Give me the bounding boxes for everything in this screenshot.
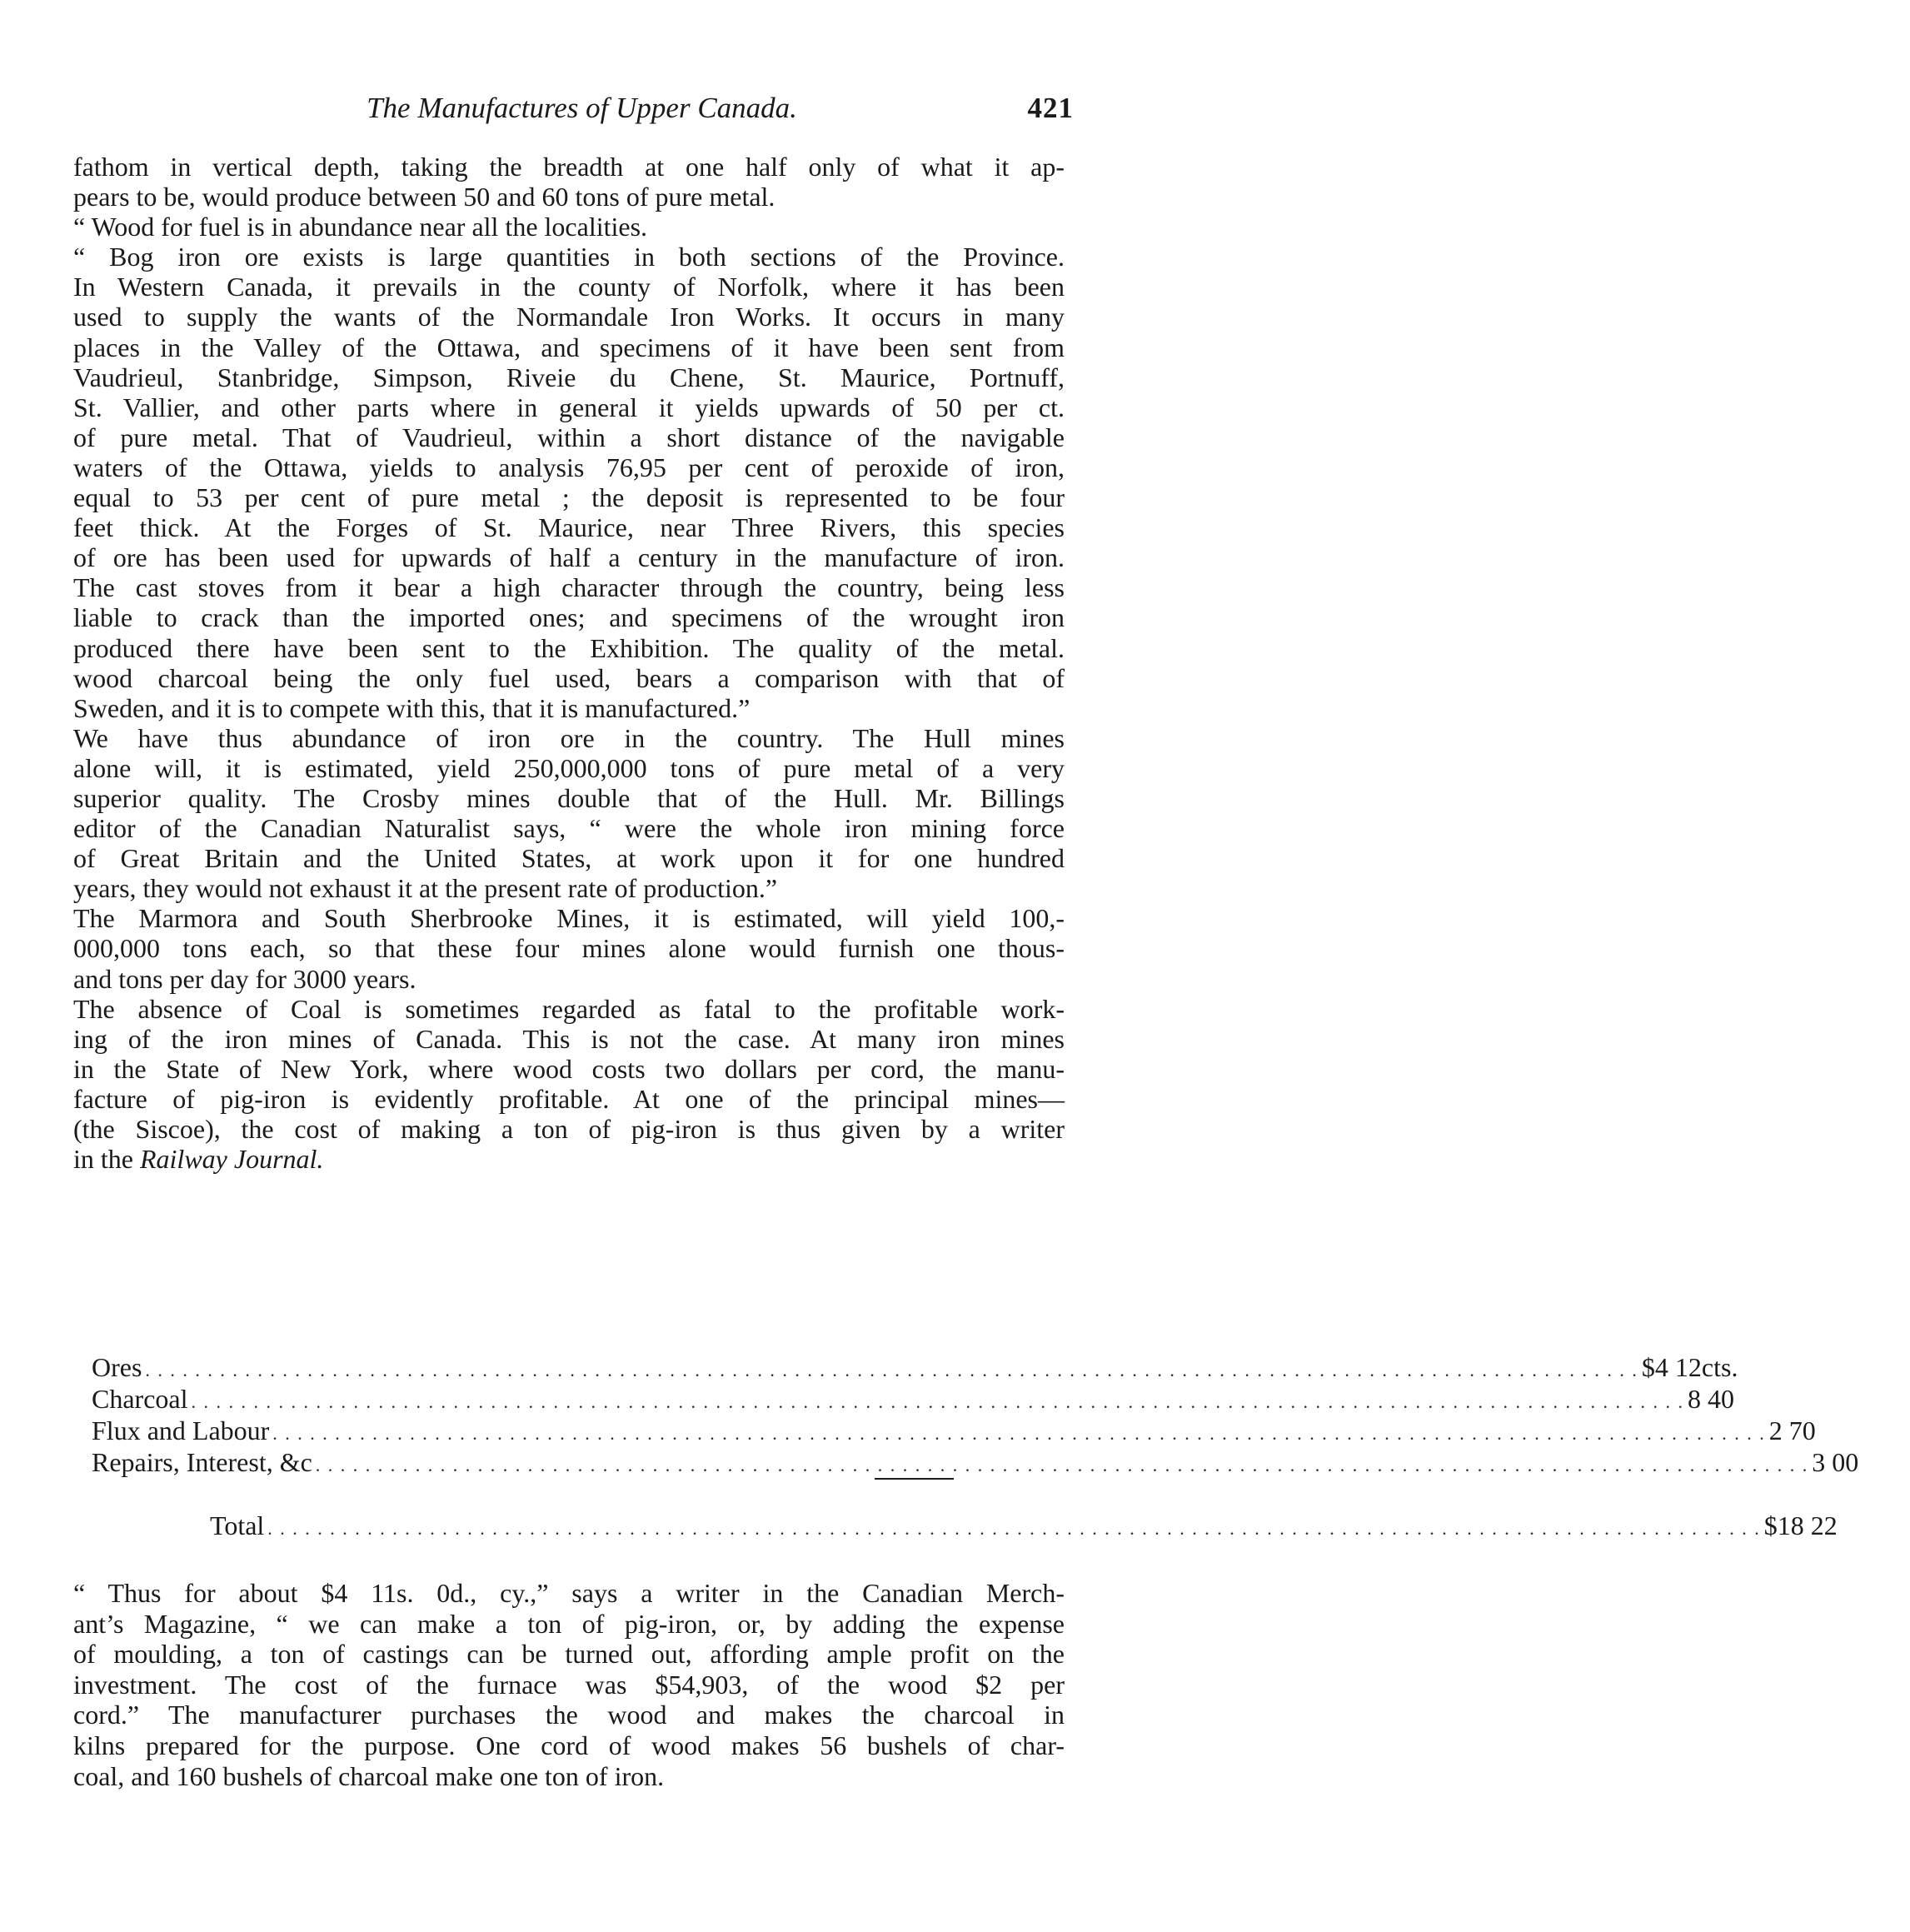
- paragraph: [73, 152, 1065, 212]
- text-line: St. Vallier, and other parts where in general it yields upwards of 50 per ct.: [73, 392, 1065, 422]
- table-row: [92, 1351, 1738, 1383]
- text-line: of Great Britain and the United States, at work upon it for one hundred: [73, 843, 1065, 874]
- text-line: The Marmora and South Sherbrooke Mines, it is estimated, will yield 100,-: [73, 903, 1065, 934]
- sum-rule: [875, 1478, 954, 1480]
- table-row: [92, 1446, 1859, 1478]
- text-line: ant’s Magazine, “ we can make a ton of pig-iron, or, by adding the expense: [73, 1608, 1065, 1639]
- text-line: editor of the Canadian Naturalist says, “ were the whole iron mining force: [73, 813, 1065, 844]
- cost-item-value: $4 12cts.: [1641, 1352, 1738, 1382]
- dot-leader: . . . . . . . . . . . . . . . . . . . . . . . . . . . . . . . . . . . . . . . . . . . . . . . . . . . . . . . . . . . . . . . . . . . . . . . . . . . . . . . . . . . . . . . . . . . . . . . . . . . . . . . . . . . . . . . . . . . . . . . .: [191, 1391, 1684, 1412]
- paragraph: [73, 723, 1065, 904]
- text-line: liable to crack than the imported ones; and specimens of the wrought iron: [73, 602, 1065, 633]
- page-number: 421: [1027, 92, 1074, 124]
- running-title: The Manufactures of Upper Canada.: [367, 92, 797, 124]
- text-line: pears to be, would produce between 50 and 60 tons of pure metal.: [73, 182, 775, 212]
- cost-item-label: Ores: [92, 1352, 142, 1382]
- text-line: feet thick. At the Forges of St. Maurice, near Three Rivers, this species: [73, 512, 1065, 543]
- paragraph: [73, 994, 1065, 1175]
- text-line: kilns prepared for the purpose. One cord of wood makes 56 bushels of char-: [73, 1730, 1065, 1760]
- text-line: superior quality. The Crosby mines double that of the Hull. Mr. Billings: [73, 782, 1065, 813]
- text-line: investment. The cost of the furnace was $54,903, of the wood $2 per: [73, 1669, 1065, 1700]
- paragraph: [73, 242, 1065, 723]
- dot-leader: . . . . . . . . . . . . . . . . . . . . . . . . . . . . . . . . . . . . . . . . . . . . . . . . . . . . . . . . . . . . . . . . . . . . . . . . . . . . . . . . . . . . . . . . . . . . . . . . . . . . . . . . . . . . . . . . . . . . . . . .: [272, 1423, 1766, 1444]
- cost-item-label: Repairs, Interest, &c: [92, 1447, 312, 1477]
- text-line: cord.” The manufacturer purchases the wood and makes the charcoal in: [73, 1700, 1065, 1730]
- journal-title: Railway Journal.: [139, 1144, 324, 1175]
- text-line: “ Thus for about $4 11s. 0d., cy.,” says a writer in the Canadian Merch-: [73, 1578, 1065, 1608]
- text-line: 000,000 tons each, so that these four mines alone would furnish one thous-: [73, 933, 1065, 964]
- cost-item-value: 3 00: [1812, 1447, 1859, 1477]
- text-line: waters of the Ottawa, yields to analysis 76,95 per cent of peroxide of iron,: [73, 452, 1065, 482]
- table-row: [92, 1383, 1734, 1415]
- text-line: In Western Canada, it prevails in the county of Norfolk, where it has been: [73, 272, 1065, 302]
- text-line: equal to 53 per cent of pure metal ; the deposit is represented to be four: [73, 482, 1065, 513]
- text-line: years, they would not exhaust it at the present rate of production.”: [73, 873, 778, 904]
- text-line: fathom in vertical depth, taking the breadth at one half only of what it ap-: [73, 152, 1065, 182]
- cost-item-label: Charcoal: [92, 1384, 188, 1414]
- paragraph: [73, 903, 1065, 993]
- text-line: Sweden, and it is to compete with this, that it is manufactured.”: [73, 692, 751, 723]
- text-line: and tons per day for 3000 years.: [73, 963, 416, 994]
- table-total-row: [210, 1510, 1838, 1541]
- text-line: “ Wood for fuel is in abundance near all the localities.: [73, 212, 648, 242]
- cost-item-label: Flux and Labour: [92, 1415, 270, 1445]
- text-line: We have thus abundance of iron ore in the country. The Hull mines: [73, 722, 1065, 753]
- text-line: facture of pig-iron is evidently profitable. At one of the principal mines—: [73, 1083, 1065, 1114]
- cost-item-value: 8 40: [1688, 1384, 1734, 1414]
- text-line: of pure metal. That of Vaudrieul, within a short distance of the navigable: [73, 422, 1065, 452]
- text-line: wood charcoal being the only fuel used, bears a comparison with that of: [73, 662, 1065, 693]
- cost-item-value: $18 22: [1763, 1510, 1838, 1540]
- body-text: [73, 152, 1065, 1174]
- paragraph: [73, 212, 1065, 242]
- text-line: produced there have been sent to the Exhibition. The quality of the metal.: [73, 632, 1065, 663]
- text-line: [73, 1144, 1065, 1174]
- table-row: [92, 1415, 1816, 1446]
- cost-item-value: 2 70: [1768, 1415, 1816, 1445]
- text-line: coal, and 160 bushels of charcoal make one ton of iron.: [73, 1760, 665, 1791]
- dot-leader: . . . . . . . . . . . . . . . . . . . . . . . . . . . . . . . . . . . . . . . . . . . . . . . . . . . . . . . . . . . . . . . . . . . . . . . . . . . . . . . . . . . . . . . . . . . . . . . . . . . . . . . . . . . . . . . . . . . . . . . .: [315, 1455, 1809, 1475]
- text-line: in the State of New York, where wood costs two dollars per cord, the manu-: [73, 1053, 1065, 1084]
- text-line: of ore has been used for upwards of half a century in the manufacture of iron.: [73, 542, 1065, 573]
- text-line: used to supply the wants of the Normandale Iron Works. It occurs in many: [73, 302, 1065, 332]
- text-line: Vaudrieul, Stanbridge, Simpson, Riveie du Chene, St. Maurice, Portnuff,: [73, 362, 1065, 392]
- text-fragment: in the: [73, 1144, 140, 1175]
- dot-leader: . . . . . . . . . . . . . . . . . . . . . . . . . . . . . . . . . . . . . . . . . . . . . . . . . . . . . . . . . . . . . . . . . . . . . . . . . . . . . . . . . . . . . . . . . . . . . . . . . . . . . . . . . . . . . . . . . . . . . . . .: [145, 1360, 1638, 1380]
- text-line: alone will, it is estimated, yield 250,000,000 tons of pure metal of a very: [73, 752, 1065, 783]
- text-line: ing of the iron mines of Canada. This is not the case. At many iron mines: [73, 1023, 1065, 1054]
- text-line: (the Siscoe), the cost of making a ton of pig-iron is thus given by a writer: [73, 1114, 1065, 1144]
- text-line: “ Bog iron ore exists is large quantities in both sections of the Province.: [73, 242, 1065, 272]
- text-line: of moulding, a ton of castings can be turned out, affording ample profit on the: [73, 1639, 1065, 1670]
- text-line: places in the Valley of the Ottawa, and specimens of it have been sent from: [73, 332, 1065, 362]
- running-header: [73, 92, 1090, 133]
- text-line: The absence of Coal is sometimes regarded as fatal to the profitable work-: [73, 993, 1065, 1024]
- cost-item-label: Total: [210, 1510, 265, 1540]
- dot-leader: . . . . . . . . . . . . . . . . . . . . . . . . . . . . . . . . . . . . . . . . . . . . . . . . . . . . . . . . . . . . . . . . . . . . . . . . . . . . . . . . . . . . . . . . . . . . . . . . . . . . . . . . . . . . . . . . . . . . . . . .: [267, 1518, 1761, 1539]
- text-line: The cast stoves from it bear a high character through the country, being less: [73, 572, 1065, 603]
- closing-paragraph: [73, 1578, 1065, 1791]
